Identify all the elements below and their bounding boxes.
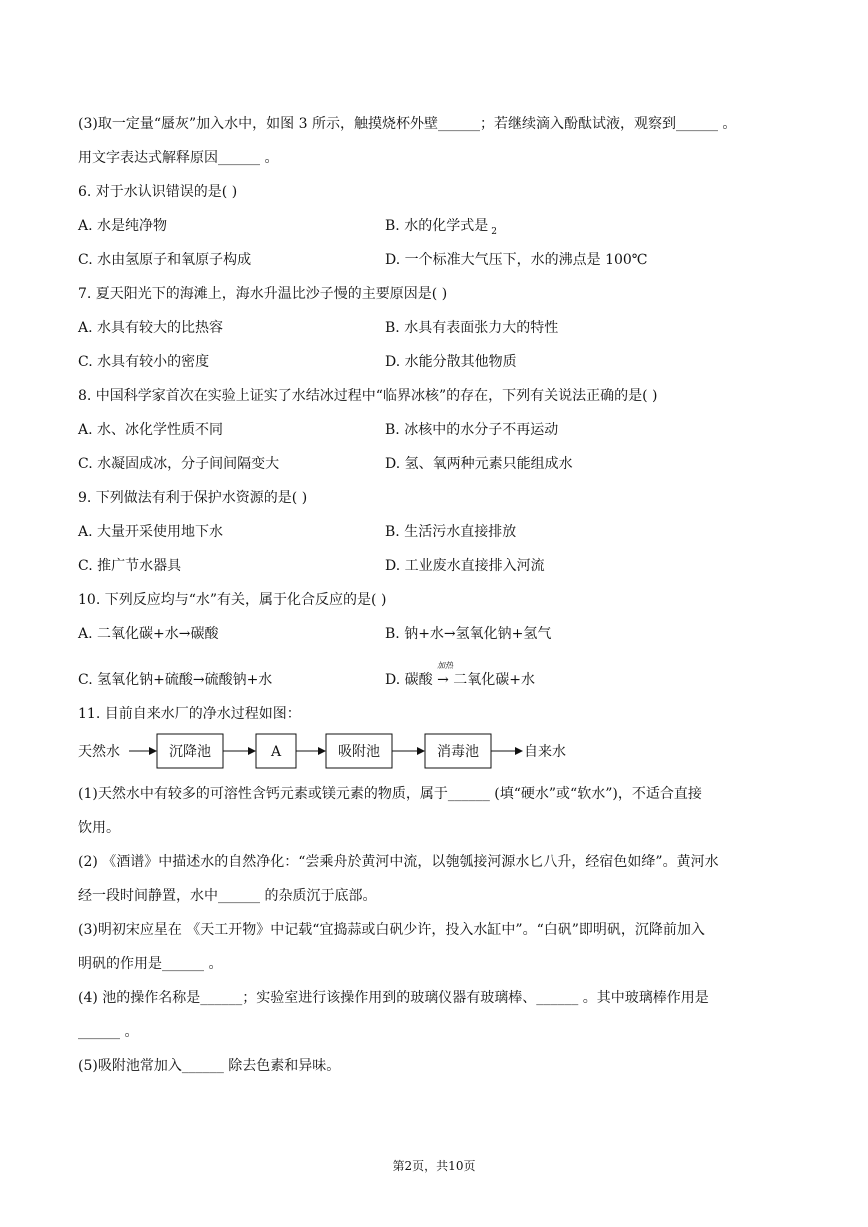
q5-part3-line1: (3)取一定量“蜃灰”加入水中，如图 3 所示，触摸烧杯外壁______；若继续滴入酚酞试液，观察到______ 。 [78, 116, 737, 132]
q11-part3-line1: (3)明初宋应星在 《天工开物》中记载“宜捣蒜或白矾少许，投入水缸中”。“白矾”即明矾，沉降前加入 [78, 922, 705, 938]
page-footer: 第2页，共10页 [392, 1159, 476, 1173]
q11-part4-line2: ______ 。 [78, 1024, 139, 1040]
q7-option-c: C. 水具有较小的密度 [78, 354, 210, 370]
q8-stem: 8. 中国科学家首次在实验上证实了水结冰过程中“临界冰核”的存在，下列有关说法正确的是( ) [78, 388, 658, 404]
q11-part2-line1: (2) 《酒谱》中描述水的自然净化：“尝乘舟於黄河中流，以匏瓠接河源水匕八升，经宿色如绛”。黄河水 [78, 854, 719, 870]
q10-option-a: A. 二氧化碳+水→碳酸 [78, 626, 219, 642]
q8-option-d: D. 氢、氧两种元素只能组成水 [385, 456, 573, 472]
q9-option-d: D. 工业废水直接排入河流 [385, 558, 545, 574]
q10-option-b: B. 钠+水→氢氧化钠+氢气 [385, 626, 552, 642]
flow-end-label: 自来水 [524, 744, 566, 760]
q7-option-b: B. 水具有表面张力大的特性 [385, 320, 559, 336]
flow-box-adsorption-label: 吸附池 [338, 744, 380, 760]
q10-option-c: C. 氢氧化钠+硫酸→硫酸钠+水 [78, 672, 273, 688]
q7-option-a: A. 水具有较大的比热容 [78, 320, 224, 336]
q9-option-b: B. 生活污水直接排放 [385, 524, 517, 540]
q11-part1-line2: 饮用。 [78, 820, 120, 836]
q11-part2-line2: 经一段时间静置，水中______ 的杂质沉于底部。 [78, 888, 377, 904]
q11-stem: 11. 目前自来水厂的净水过程如图： [78, 706, 301, 722]
q8-option-b: B. 冰核中的水分子不再运动 [385, 422, 559, 438]
q10-option-d: D. 碳酸 → 二氧化碳+水 [385, 672, 535, 688]
flow-box-disinfection-label: 消毒池 [437, 744, 479, 760]
q11-part5: (5)吸附池常加入______ 除去色素和异味。 [78, 1058, 341, 1074]
flow-box-a-label: A [270, 744, 282, 760]
q9-option-c: C. 推广节水器具 [78, 558, 182, 574]
q5-part3-line2: 用文字表达式解释原因______ 。 [78, 150, 279, 166]
q7-stem: 7. 夏天阳光下的海滩上，海水升温比沙子慢的主要原因是( ) [78, 286, 448, 302]
flow-start-label: 天然水 [78, 744, 120, 760]
q10-stem: 10. 下列反应均与“水”有关，属于化合反应的是( ) [78, 592, 387, 608]
q8-option-c: C. 水凝固成冰，分子间间隔变大 [78, 456, 280, 472]
q10-option-d-condition: 加热 [437, 661, 453, 670]
q9-stem: 9. 下列做法有利于保护水资源的是( ) [78, 490, 308, 506]
q6-option-c: C. 水由氢原子和氧原子构成 [78, 252, 252, 268]
q6-stem: 6. 对于水认识错误的是( ) [78, 184, 238, 200]
q11-part3-line2: 明矾的作用是______ 。 [78, 956, 223, 972]
q11-part4-line1: (4) 池的操作名称是______；实验室进行该操作用到的玻璃仪器有玻璃棒、______ 。其中玻璃棒作用是 [78, 990, 709, 1006]
q6-option-d: D. 一个标准大气压下，水的沸点是 100℃ [385, 252, 648, 268]
q6-option-b-text: B. 水的化学式是 [385, 218, 489, 234]
flow-box-sedimentation-label: 沉降池 [169, 744, 211, 760]
q7-option-d: D. 水能分散其他物质 [385, 354, 517, 370]
q11-part1-line1: (1)天然水中有较多的可溶性含钙元素或镁元素的物质，属于______ (填“硬水”或“软水”)，不适合直接 [78, 786, 702, 802]
q6-option-b-subscript: 2 [491, 227, 497, 237]
q8-option-a: A. 水、冰化学性质不同 [78, 422, 224, 438]
q6-option-a: A. 水是纯净物 [78, 218, 168, 234]
q9-option-a: A. 大量开采使用地下水 [78, 524, 224, 540]
